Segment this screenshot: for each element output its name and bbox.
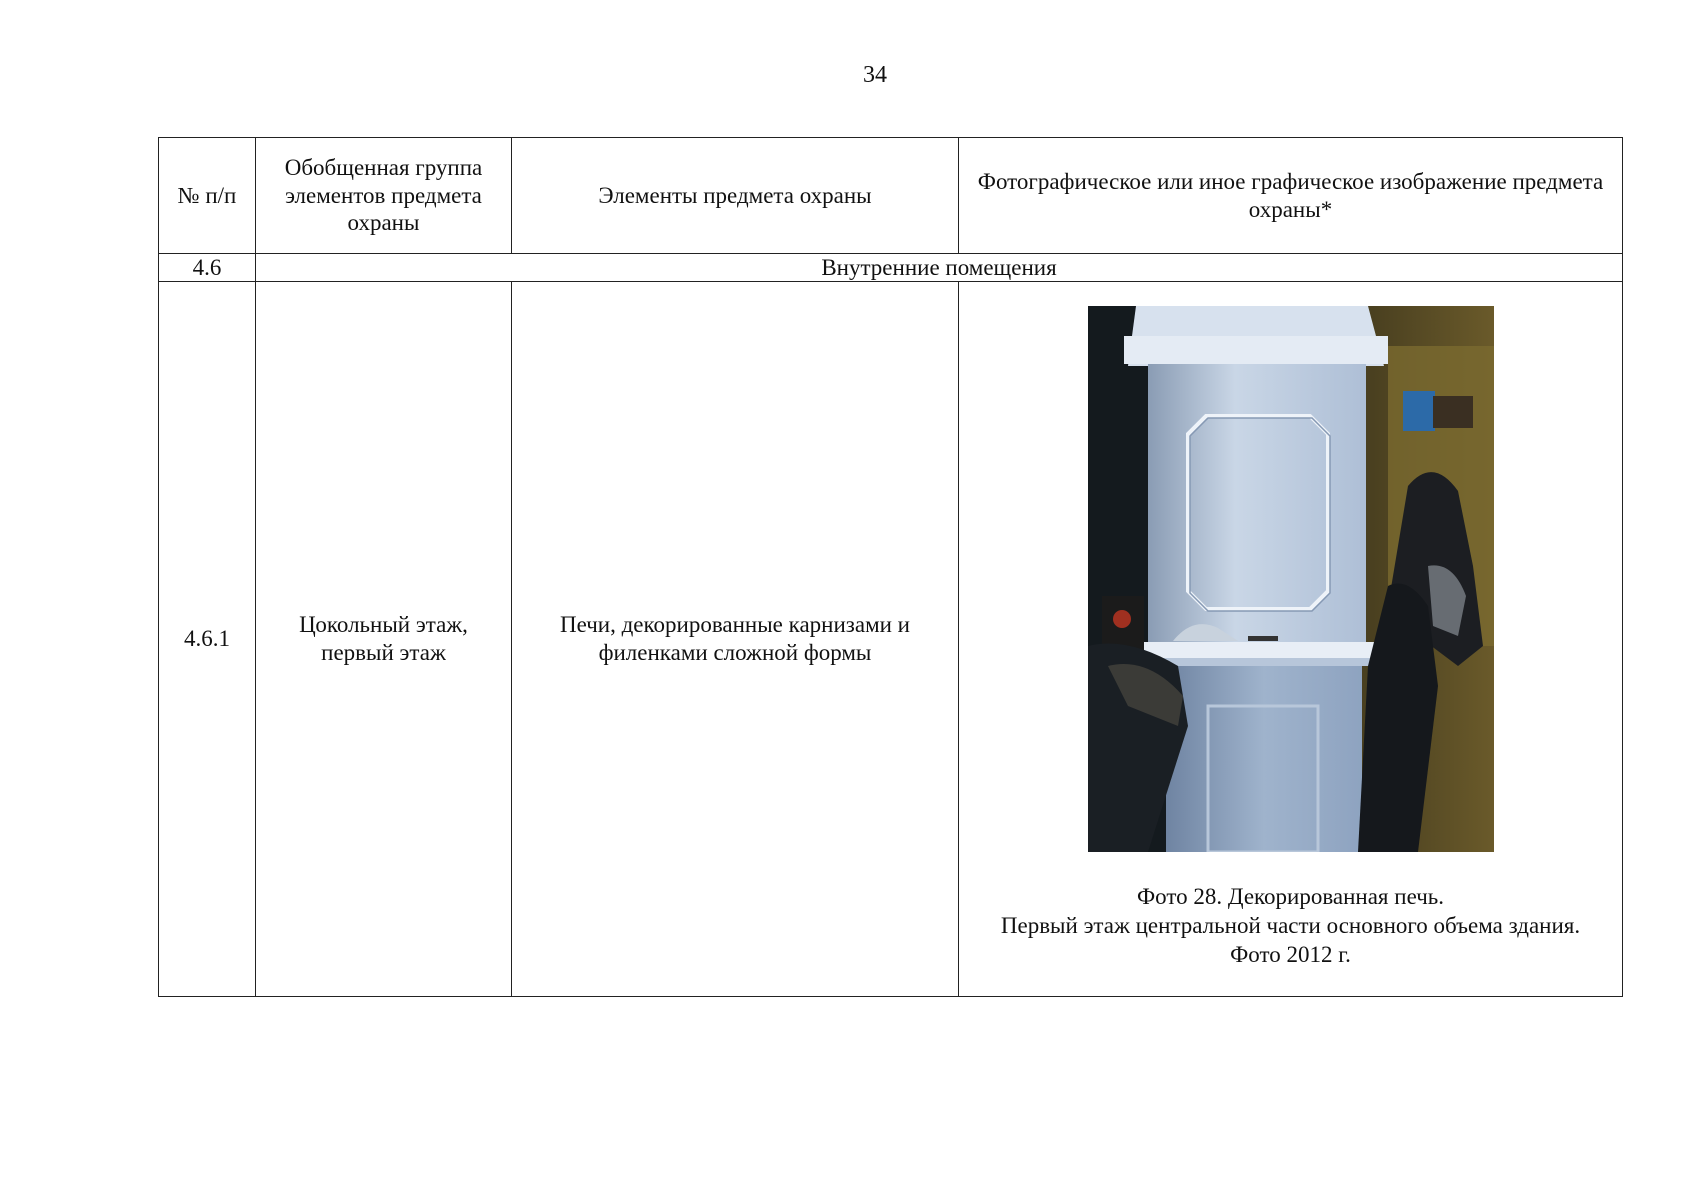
header-elements: Элементы предмета охраны [512,138,959,254]
header-group: Обобщенная группа элементов предмета охраны [256,138,512,254]
row-photo-cell [959,282,1623,997]
photo-caption-line3: Фото 2012 г. [1230,942,1351,967]
photo-caption [967,882,1614,969]
table-row [159,282,1623,997]
header-num: № п/п [159,138,256,254]
section-title: Внутренние помещения [256,254,1623,282]
page-number: 34 [863,62,887,88]
photo-caption-line2: Первый этаж центральной части основного объема здания. [1000,913,1581,938]
section-num: 4.6 [159,254,256,282]
section-row [159,254,1623,282]
row-num: 4.6.1 [159,282,256,997]
row-group: Цокольный этаж, первый этаж [256,282,512,997]
stove-photo [1088,306,1494,852]
protection-elements-table [158,137,1623,997]
header-photo: Фотографическое или иное графическое изображение предмета охраны* [959,138,1623,254]
table-header-row [159,138,1623,254]
stove-photo-image [1088,306,1494,852]
photo-caption-line1: Фото 28. Декорированная печь. [1136,884,1445,909]
row-elements: Печи, декорированные карнизами и филенками сложной формы [512,282,959,997]
